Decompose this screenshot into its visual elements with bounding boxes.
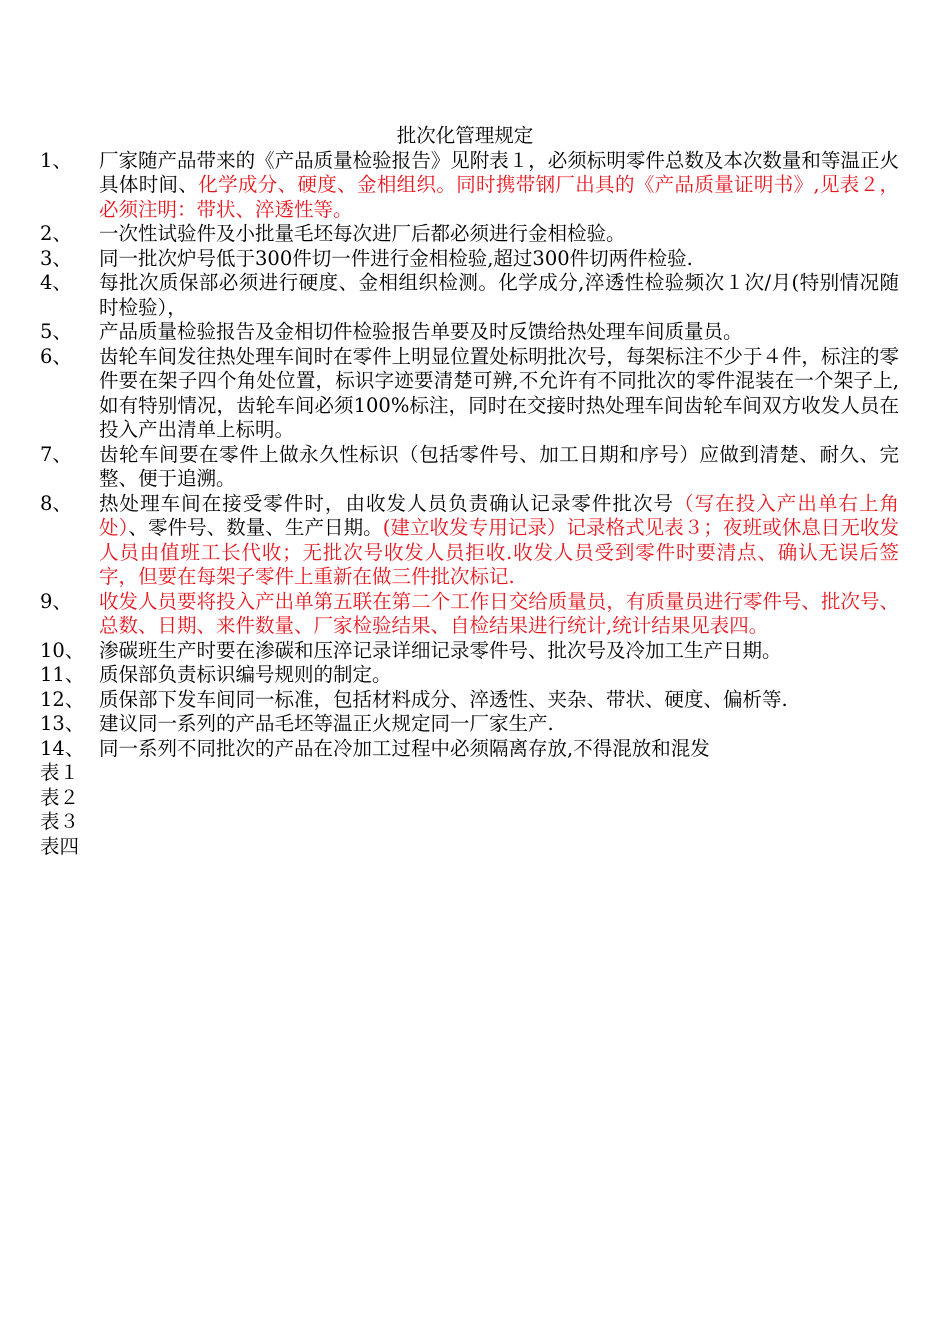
rule-text-segment: 建议同一系列的产品毛坯等温正火规定同一厂家生产. — [99, 712, 554, 735]
rule-item — [40, 222, 910, 247]
rule-text — [99, 712, 899, 737]
rule-number: 2、 — [40, 222, 72, 245]
rule-number: 10、 — [40, 638, 85, 662]
rule-text-segment: 热处理车间在接受零件时，由收发人员负责确认记录零件批次号 — [99, 491, 675, 515]
document-page — [40, 124, 910, 859]
rule-text — [99, 222, 899, 247]
rule-number: 5、 — [40, 320, 72, 343]
rule-item — [40, 443, 910, 492]
table-reference: 表２ — [40, 785, 80, 809]
rule-text — [99, 443, 899, 492]
rule-number: 3、 — [40, 246, 72, 270]
table-references — [40, 761, 910, 859]
rule-text — [99, 663, 899, 688]
rule-text — [99, 688, 899, 713]
rule-text-segment: 同一批次炉号低于300件切一件进行金相检验,超过300件切两件检验. — [99, 246, 693, 270]
rule-number: 4、 — [40, 271, 72, 294]
rule-item — [40, 639, 910, 664]
rule-text-segment: 质保部负责标识编号规则的制定。 — [99, 663, 392, 686]
rule-number: 12、 — [40, 687, 85, 711]
rule-text-segment: 渗碳班生产时要在渗碳和压淬记录详细记录零件号、批次号及冷加工生产日期。 — [99, 638, 782, 662]
table-reference: 表３ — [40, 810, 80, 833]
rule-text-segment: 、零件号、数量、生产日期。 — [128, 516, 383, 539]
highlighted-text: （写在投入产出单右上角处） — [99, 491, 899, 539]
rule-text-segment: 齿轮车间要在零件上做永久性标识（包括零件号、加工日期和序号）应做到清楚、耐久、完整、便于追溯。 — [99, 442, 899, 490]
rule-text — [99, 737, 899, 762]
rule-item — [40, 492, 910, 590]
rule-text-segment: 同一系列不同批次的产品在冷加工过程中必须隔离存放,不得混放和混发 — [99, 736, 710, 760]
highlighted-text: 收发人员要将投入产出单第五联在第二个工作日交给质量员，有质量员进行零件号、批次号、总数、日期、来件数量、厂家检验结果、自检结果进行统计,统计结果见表四。 — [99, 589, 899, 637]
rule-text — [99, 247, 899, 272]
table-reference: 表四 — [40, 834, 80, 858]
rule-text — [99, 345, 899, 443]
table-reference: 表１ — [40, 761, 80, 784]
rule-text — [99, 590, 899, 639]
rule-item — [40, 149, 910, 223]
rule-text — [99, 320, 899, 345]
rule-item — [40, 663, 910, 688]
rule-text-segment: 齿轮车间发往热处理车间时在零件上明显位置处标明批次号，每架标注不少于４件，标注的零件要在架子四个角处位置，标识字迹要清楚可辨,不允许有不同批次的零件混装在一个架子上,如有特别情况，齿轮车间必须100%标注，同时在交接时热处理车间齿轮车间双方收发人员在投入产出清单上标明。 — [99, 344, 899, 441]
rule-text-segment: 一次性试验件及小批量毛坯每次进厂后都必须进行金相检验。 — [99, 222, 626, 245]
rule-text — [99, 271, 899, 320]
rule-item — [40, 737, 910, 762]
highlighted-text: 化学成分、硬度、金相组织。同时携带钢厂出具的《产品质量证明书》,见表２，必须注明：带状、淬透性等。 — [99, 173, 899, 221]
rule-number: 9、 — [40, 589, 72, 613]
rule-text — [99, 639, 899, 664]
rule-item — [40, 712, 910, 737]
rule-item — [40, 320, 910, 345]
rule-text-segment: 每批次质保部必须进行硬度、金相组织检测。化学成分,淬透性检验频次１次/月(特别情况随时检验）， — [99, 271, 899, 319]
rule-number: 1、 — [40, 148, 72, 172]
rule-number: 11、 — [40, 663, 85, 686]
rule-item — [40, 688, 910, 713]
rule-text — [99, 492, 899, 590]
rule-text — [99, 149, 899, 223]
rule-number: 6、 — [40, 344, 72, 368]
rules-list — [40, 149, 910, 762]
rule-number: 14、 — [40, 736, 85, 760]
rule-text-segment: 产品质量检验报告及金相切件检验报告单要及时反馈给热处理车间质量员。 — [99, 320, 743, 343]
rule-text-segment: 厂家随产品带来的《产品质量检验报告》见附表１，必须标明零件总数及本次数量和等温正火具体时间、 — [99, 148, 899, 196]
rule-item — [40, 590, 910, 639]
document-title: 批次化管理规定 — [396, 124, 534, 147]
highlighted-text: (建立收发专用记录）记录格式见表３；夜班或休息日无收发人员由值班工长代收；无批次号收发人员拒收.收发人员受到零件时要清点、确认无误后签字，但要在每架子零件上重新在做三件批次标记. — [99, 516, 899, 588]
rule-number: 8、 — [40, 491, 72, 515]
rule-item — [40, 247, 910, 272]
rule-number: 7、 — [40, 442, 72, 466]
rule-item — [40, 345, 910, 443]
rule-text-segment: 质保部下发车间同一标准，包括材料成分、淬透性、夹杂、带状、硬度、偏析等. — [99, 687, 788, 711]
rule-item — [40, 271, 910, 320]
rule-number: 13、 — [40, 712, 85, 735]
